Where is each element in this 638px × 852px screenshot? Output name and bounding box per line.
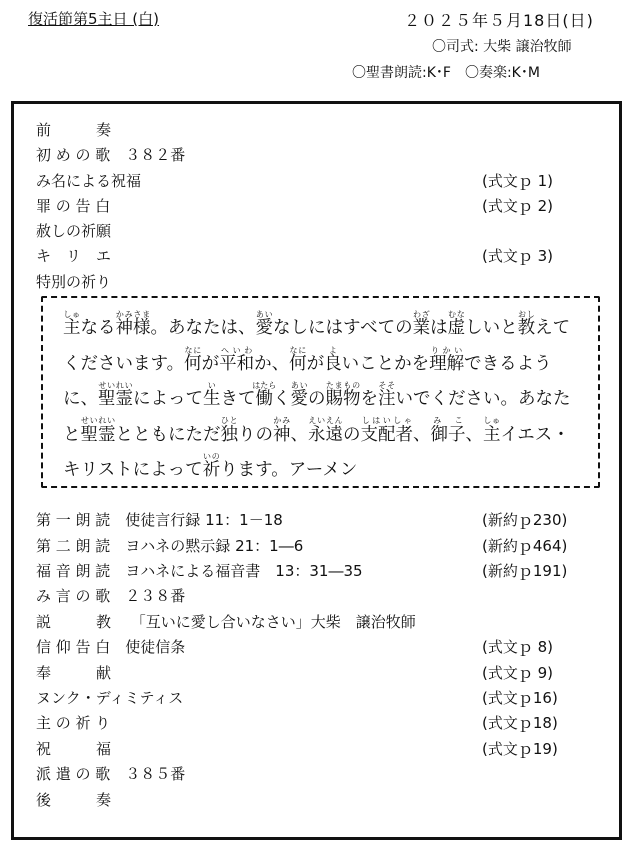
prayer-ruby-word (255, 310, 274, 338)
prayer-kanji: 聖霊 (98, 389, 133, 409)
prayer-ruby-word (308, 415, 343, 445)
prayer-segment: は (430, 318, 448, 338)
order-label: 後 奏 (36, 791, 112, 809)
order-label: 説 教 「互いに愛し合いなさい」大柴 譲治牧師 (36, 613, 416, 631)
prayer-segment: できるように、 (63, 353, 552, 409)
prayer-furigana: せいれい (98, 381, 133, 390)
prayer-kanji: 神様 (115, 318, 151, 338)
prayer-kanji: 聖霊 (80, 424, 116, 445)
order-ref: (式文ｐ19) (482, 740, 558, 758)
prayer-segment: なる (80, 318, 116, 338)
prayer-kanji: 支配者 (360, 424, 413, 445)
prayer-ruby-word (483, 415, 501, 445)
prayer-ruby-word (98, 381, 133, 409)
prayer-ruby-word (80, 415, 116, 445)
prayer-furigana: ひと (220, 415, 238, 425)
prayer-furigana: はたら (252, 381, 277, 390)
prayer-ruby-word (290, 381, 309, 409)
prayer-furigana: いの (202, 452, 221, 461)
prayer-kanji: 虚 (447, 318, 466, 338)
prayer-kanji: 業 (412, 318, 431, 338)
prayer-segment: が (306, 353, 325, 374)
order-ref: (式文ｐ 1) (482, 172, 554, 190)
order-label: 前 奏 (36, 121, 112, 139)
prayer-furigana: あい (290, 381, 308, 390)
prayer-kanji: 生 (203, 389, 221, 409)
order-item-kyrie (36, 245, 554, 266)
prayer-ruby-word (252, 381, 277, 409)
prayer-furigana: よ (324, 345, 342, 355)
prayer-segment: か、 (254, 353, 290, 374)
prayer-kanji: 愛 (255, 318, 273, 338)
prayer-kanji: 主 (483, 424, 501, 445)
prayer-kanji: 理解 (429, 353, 465, 374)
prayer-segment: ります。アーメン (220, 460, 358, 480)
order-label: 特別の祈り (36, 273, 112, 291)
prayer-segment: によって (133, 389, 203, 409)
prayer-furigana: へいわ (219, 345, 255, 355)
order-label: 第 二 朗 読 ヨハネの黙示録 21：1―6 (36, 537, 304, 555)
prayer-ruby-word (325, 381, 361, 409)
prayer-furigana: りかい (429, 345, 465, 355)
prayer-furigana: しゅ (63, 310, 81, 319)
prayer-kanji: 何 (184, 353, 202, 374)
prayer-kanji: 主 (63, 318, 81, 338)
prayer-ruby-word (324, 345, 342, 374)
order-item-creed (36, 636, 554, 657)
presider-line: 〇司式: 大柴 譲治牧師 (432, 39, 572, 55)
prayer-ruby-word (447, 310, 466, 338)
prayer-ruby-word (202, 452, 221, 480)
order-item-absolution (36, 220, 111, 241)
prayer-furigana: むな (447, 310, 466, 319)
prayer-segment: いでください。あなたと (63, 389, 571, 445)
order-label: 祝 福 (36, 740, 112, 758)
order-label: 罪 の 告 白 (36, 197, 111, 215)
prayer-furigana: み こ (430, 415, 466, 425)
prayer-segment: の (343, 424, 361, 445)
prayer-furigana: しゅ (483, 415, 501, 425)
order-item-word-hymn (36, 585, 185, 606)
order-label: み名による祝福 (36, 172, 142, 190)
prayer-ruby-word (63, 310, 81, 338)
prayer-ruby-word (115, 310, 151, 338)
prayer-segment: 、 (465, 424, 483, 445)
prayer-kanji: 祈 (202, 460, 221, 480)
prayer-kanji: 平和 (219, 353, 255, 374)
order-ref: (新約ｐ464) (482, 537, 568, 555)
prayer-furigana: かみ (273, 415, 291, 425)
order-label: 信 仰 告 白 使徒信条 (36, 638, 186, 656)
order-item-gospel-reading (36, 560, 568, 581)
order-ref: (式文ｐ 8) (482, 638, 554, 656)
order-item-sending-hymn (36, 763, 185, 784)
prayer-segment: いことかを (341, 353, 430, 374)
prayer-furigana: おし (517, 310, 536, 319)
prayer-kanji: 独 (220, 424, 238, 445)
order-ref: (式文ｐ 3) (482, 247, 554, 265)
prayer-ruby-word (220, 415, 239, 445)
order-label: み 言 の 歌 ２３８番 (36, 587, 186, 605)
prayer-segment: 、 (413, 424, 431, 445)
prayer-segment: とともにただ (115, 424, 221, 445)
prayer-furigana: そそ (378, 381, 396, 390)
prayer-segment: を (360, 389, 378, 409)
order-item-prelude (36, 119, 111, 140)
order-label: 福 音 朗 読 ヨハネによる福音書 13：31―35 (36, 562, 363, 580)
order-label: 第 一 朗 読 使徒言行録 11：1－18 (36, 511, 283, 529)
order-ref: (新約ｐ230) (482, 511, 568, 529)
order-label: キ リ エ (36, 247, 112, 265)
prayer-ruby-word (360, 415, 414, 445)
prayer-ruby-word (273, 415, 291, 445)
prayer-ruby-word (412, 310, 431, 338)
prayer-segment: 、 (290, 424, 308, 445)
order-item-postlude (36, 789, 111, 810)
prayer-text (63, 310, 583, 489)
prayer-furigana: わざ (412, 310, 431, 319)
service-title: 復活節第5主日 (白) (28, 10, 160, 28)
prayer-kanji: 教 (517, 318, 536, 338)
music-credit: 〇奏楽:K･M (464, 65, 540, 81)
order-item-blessing (36, 170, 554, 191)
prayer-segment: しいと (465, 318, 518, 338)
prayer-ruby-word (184, 345, 202, 374)
order-ref: (式文ｐ16) (482, 689, 558, 707)
prayer-kanji: 御子 (430, 424, 466, 445)
readers-line (352, 62, 554, 82)
prayer-ruby-word (289, 345, 307, 374)
order-ref: (新約ｐ191) (482, 562, 568, 580)
order-label: 派 遣 の 歌 ３８５番 (36, 765, 186, 783)
order-ref: (式文ｐ 2) (482, 197, 554, 215)
prayer-furigana: い (203, 381, 221, 390)
prayer-furigana: あい (255, 310, 273, 319)
order-ref: (式文ｐ18) (482, 714, 558, 732)
order-label: 奉 献 (36, 664, 112, 682)
order-label: ヌンク・ディミティス (36, 689, 184, 707)
order-label: 赦しの祈願 (36, 222, 112, 240)
order-item-confession (36, 195, 554, 216)
prayer-ruby-word (430, 415, 466, 445)
prayer-furigana: かみさま (115, 310, 151, 319)
service-date: ２０２５年５月18日(日) (404, 11, 594, 30)
order-item-sermon (36, 611, 416, 632)
prayer-ruby-word (429, 345, 465, 374)
order-item-nunc-dimittis (36, 687, 558, 708)
prayer-furigana: たまもの (325, 381, 361, 390)
prayer-kanji: 働 (252, 389, 277, 409)
prayer-segment: なしにはすべての (273, 318, 413, 338)
prayer-kanji: 何 (289, 353, 307, 374)
prayer-segment: 。あなたは、 (150, 318, 256, 338)
order-item-first-reading (36, 509, 568, 530)
prayer-kanji: 神 (273, 424, 291, 445)
prayer-furigana: えいえん (308, 415, 343, 425)
order-item-lords-prayer (36, 712, 558, 733)
order-item-benediction (36, 738, 558, 759)
prayer-ruby-word (517, 310, 536, 338)
prayer-ruby-word (378, 381, 396, 409)
prayer-segment: きて (220, 389, 256, 409)
order-label: 初 め の 歌 ３８２番 (36, 146, 186, 164)
prayer-kanji: 注 (378, 389, 396, 409)
order-item-opening-hymn (36, 144, 185, 165)
prayer-segment: えてくださいます。 (63, 318, 571, 374)
prayer-furigana: なに (184, 345, 202, 355)
prayer-segment: の (308, 389, 326, 409)
order-ref: (式文ｐ 9) (482, 664, 554, 682)
prayer-segment: く (273, 389, 291, 409)
prayer-furigana: なに (289, 345, 307, 355)
prayer-ruby-word (219, 345, 255, 374)
prayer-furigana: せいれい (80, 415, 116, 425)
prayer-kanji: 愛 (290, 389, 308, 409)
order-item-special-prayer (36, 271, 111, 292)
prayer-kanji: 賜物 (325, 389, 361, 409)
prayer-kanji: 永遠 (308, 424, 343, 445)
order-label: 主 の 祈 り (36, 714, 111, 732)
prayer-kanji: 良 (324, 353, 342, 374)
prayer-furigana: しはいしゃ (360, 415, 413, 425)
prayer-ruby-word (203, 381, 221, 409)
order-item-second-reading (36, 535, 568, 556)
prayer-segment: りの (238, 424, 273, 445)
order-item-offering (36, 662, 554, 683)
reader-credit: 〇聖書朗読:K･F (352, 65, 451, 81)
prayer-segment: イエス・キリストによって (63, 424, 570, 480)
prayer-segment: が (201, 353, 220, 374)
